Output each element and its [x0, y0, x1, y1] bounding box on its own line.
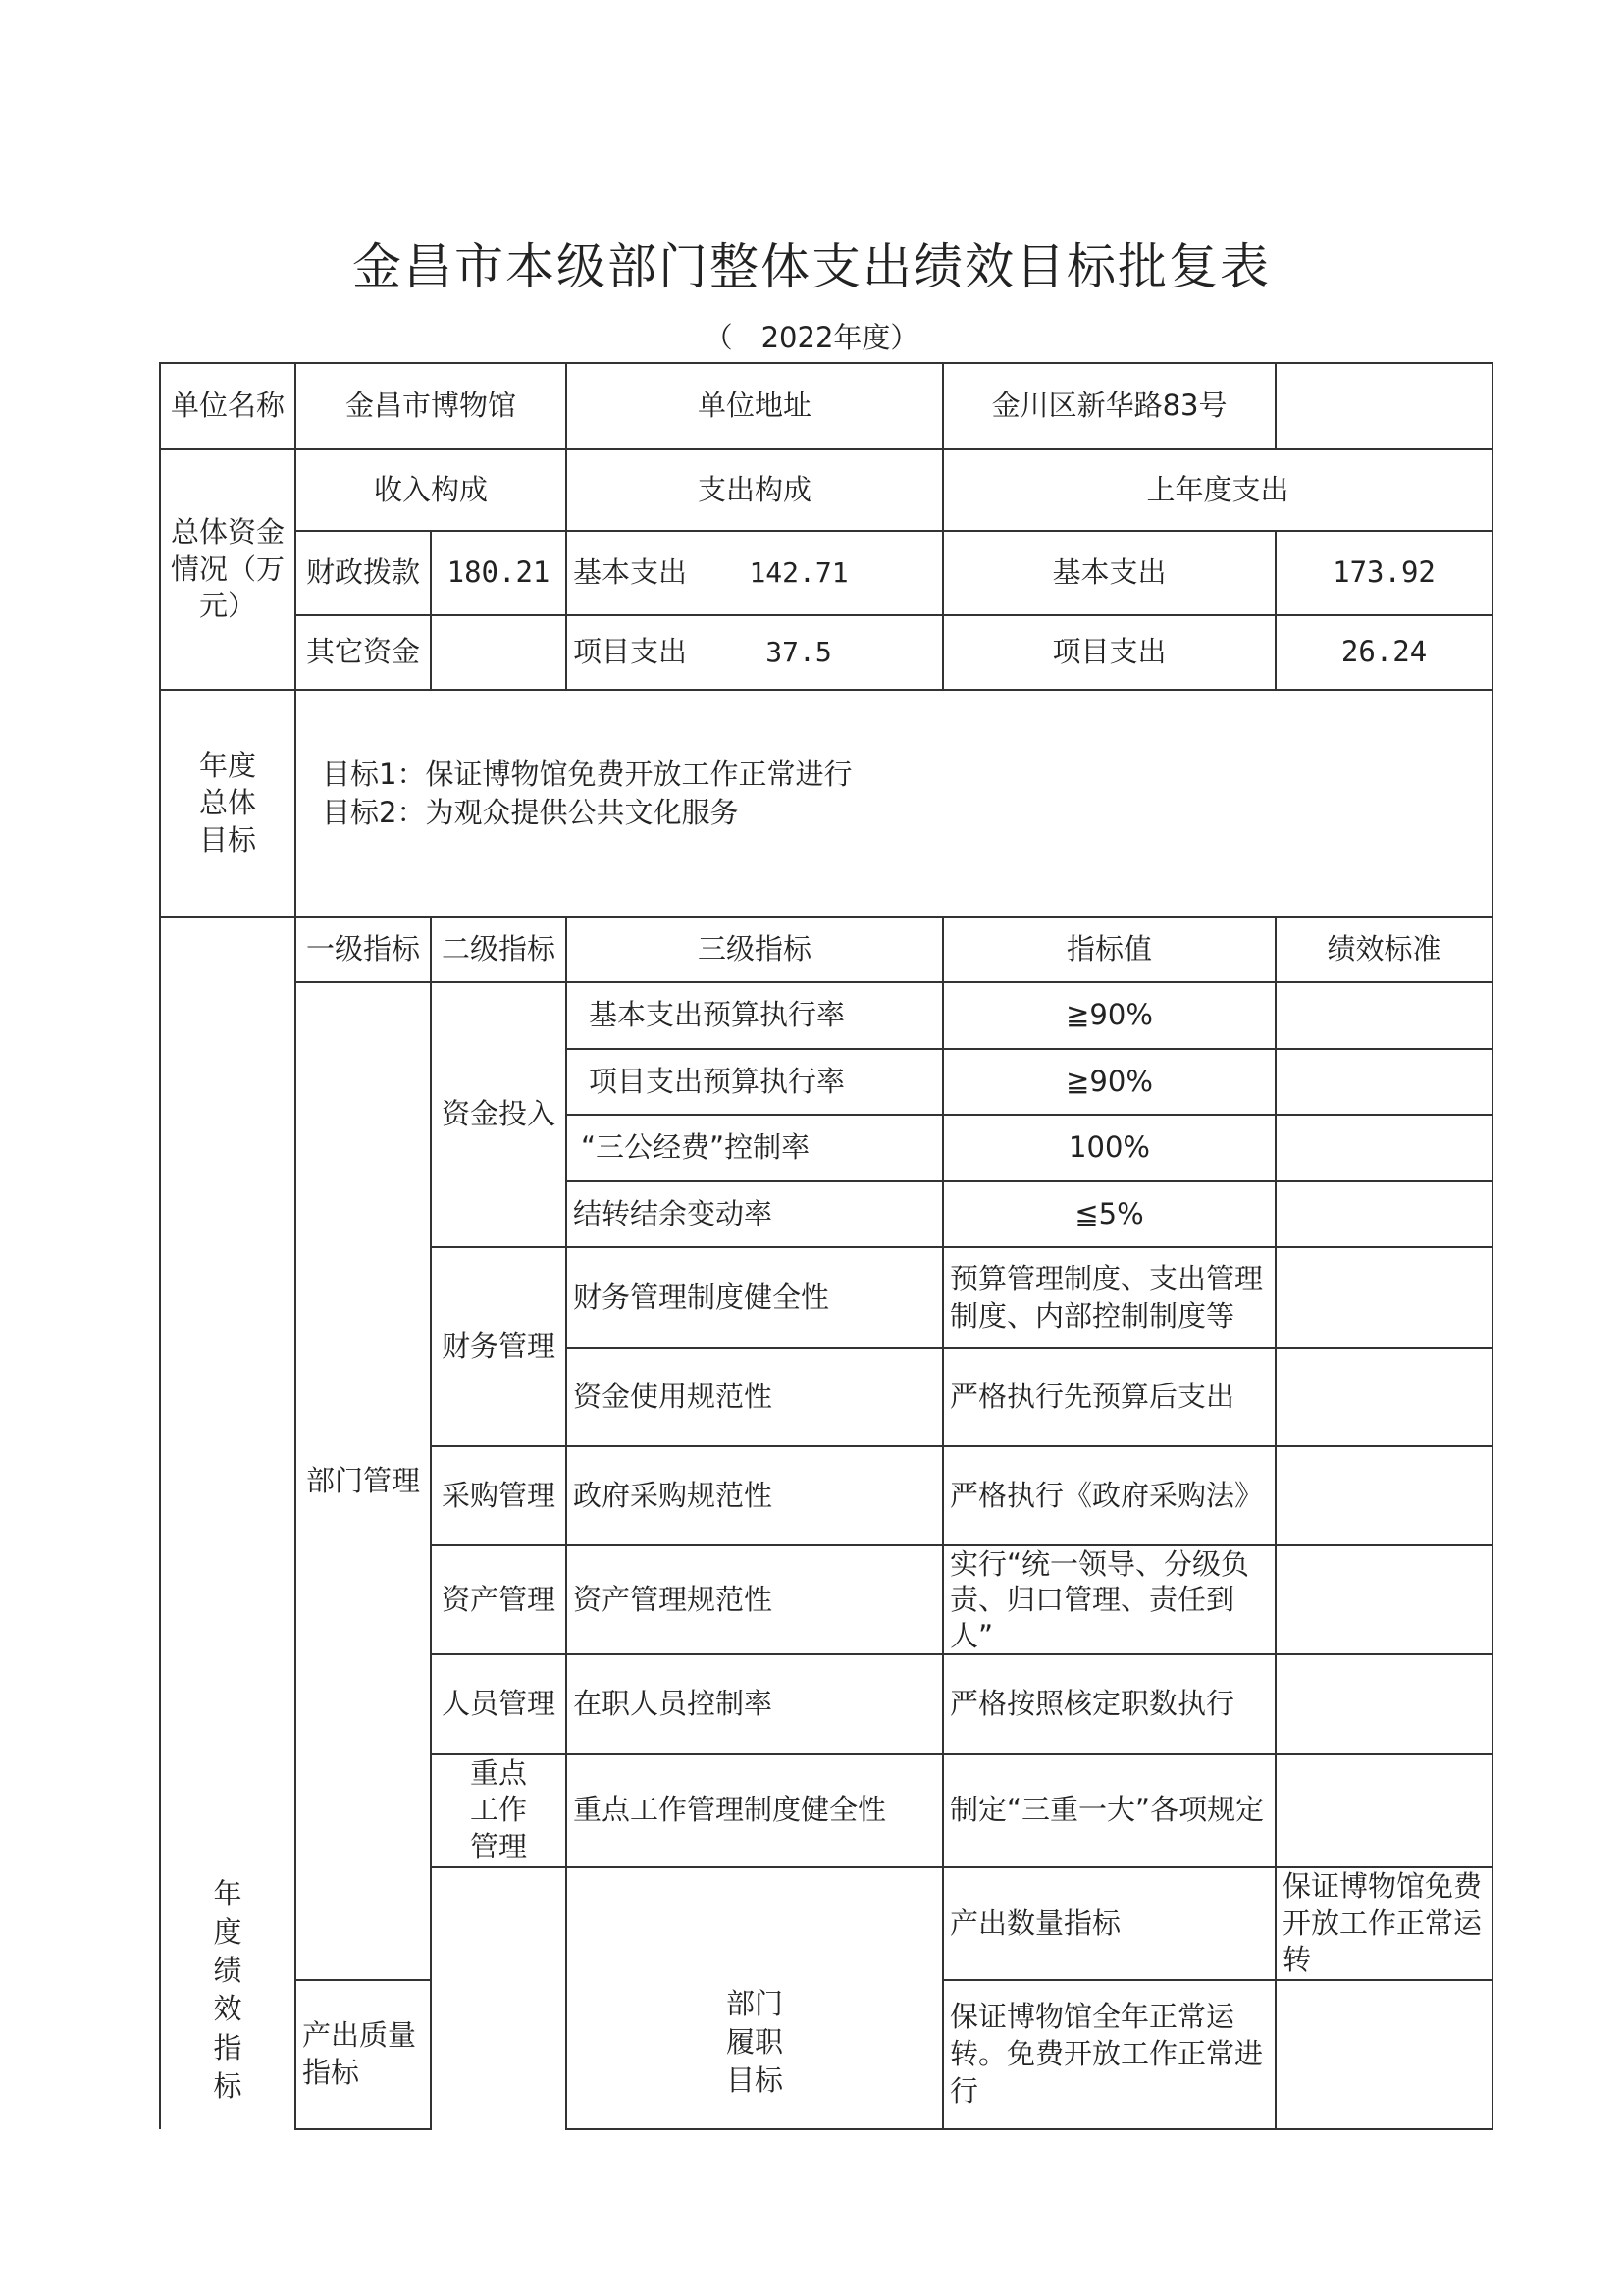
standard-cell	[1276, 1654, 1492, 1754]
funds-row	[160, 531, 1492, 615]
level2-finance-mgmt: 财务管理	[431, 1247, 566, 1446]
level3-name: “三公经费”控制率	[566, 1115, 943, 1181]
level3-name: 基本支出预算执行率	[566, 982, 943, 1049]
standard-cell	[1276, 1348, 1492, 1446]
level2-assets: 资产管理	[431, 1545, 566, 1654]
prev-value: 26.24	[1276, 615, 1492, 690]
funds-row	[160, 615, 1492, 690]
header-level1: 一级指标	[295, 917, 431, 982]
performance-form-table	[159, 362, 1493, 2130]
standard-cell	[1276, 1115, 1492, 1181]
income-header: 收入构成	[295, 449, 566, 531]
unit-address-value: 金川区新华路83号	[943, 363, 1276, 449]
indicator-value: 预算管理制度、支出管理制度、内部控制制度等	[943, 1247, 1276, 1348]
level3-name: 产出质量指标	[295, 1980, 431, 2129]
standard-cell	[1276, 1446, 1492, 1545]
level3-name: 资产管理规范性	[566, 1545, 943, 1654]
expense-cell	[566, 531, 943, 615]
indicator-value: ≧90%	[943, 982, 1276, 1049]
annual-goals-row	[160, 690, 1492, 917]
standard-cell	[1276, 1754, 1492, 1867]
prev-label: 基本支出	[943, 531, 1276, 615]
funds-section-label: 总体资金情况（万元）	[160, 449, 295, 690]
indicator-value: 100%	[943, 1115, 1276, 1181]
level3-name: 财务管理制度健全性	[566, 1247, 943, 1348]
level2-duty: 部门履职目标	[566, 1867, 943, 2129]
indicator-value: 制定“三重一大”各项规定	[943, 1754, 1276, 1867]
level1-blank-cell	[431, 1867, 566, 2129]
level1-dept-mgmt: 部门管理	[295, 982, 431, 1980]
income-label: 其它资金	[295, 615, 431, 690]
level3-name: 项目支出预算执行率	[566, 1049, 943, 1115]
goal-item: 目标2：为观众提供公共文化服务	[322, 796, 739, 829]
indicator-value: 保证博物馆免费开放工作正常运转	[1276, 1867, 1492, 1980]
indicator-value: ≦5%	[943, 1181, 1276, 1247]
standard-cell	[1276, 1545, 1492, 1654]
level2-procurement: 采购管理	[431, 1446, 566, 1545]
expense-value: 37.5	[765, 635, 832, 668]
prev-year-header: 上年度支出	[943, 449, 1492, 531]
header-standard: 绩效标准	[1276, 917, 1492, 982]
header-level2: 二级指标	[431, 917, 566, 982]
expense-value: 142.71	[749, 555, 849, 589]
indicator-value: 严格按照核定职数执行	[943, 1654, 1276, 1754]
expense-label: 项目支出	[573, 635, 688, 669]
annual-goals-content	[295, 690, 1492, 917]
level3-name: 结转结余变动率	[566, 1181, 943, 1247]
indicator-value: 严格执行《政府采购法》	[943, 1446, 1276, 1545]
goal-item: 目标1：保证博物馆免费开放工作正常进行	[322, 757, 853, 791]
unit-blank-cell	[1276, 363, 1492, 449]
unit-row	[160, 363, 1492, 449]
indicators-header-row	[160, 917, 1492, 982]
document-title: 金昌市本级部门整体支出绩效目标批复表	[352, 238, 1271, 295]
indicator-value: ≧90%	[943, 1049, 1276, 1115]
level2-personnel: 人员管理	[431, 1654, 566, 1754]
indicators-section-label: 年度绩效指标	[160, 917, 295, 2129]
level2-key-work: 重点工作管理	[431, 1754, 566, 1867]
income-value	[431, 615, 566, 690]
expense-header: 支出构成	[566, 449, 943, 531]
unit-address-label: 单位地址	[566, 363, 943, 449]
standard-cell	[1276, 1181, 1492, 1247]
indicator-value: 实行“统一领导、分级负责、归口管理、责任到人”	[943, 1545, 1276, 1654]
header-level3: 三级指标	[566, 917, 943, 982]
income-label: 财政拨款	[295, 531, 431, 615]
indicator-value: 保证博物馆全年正常运转。免费开放工作正常进行	[943, 1980, 1276, 2129]
standard-cell	[1276, 1247, 1492, 1348]
indicator-value: 严格执行先预算后支出	[943, 1348, 1276, 1446]
funds-header-row	[160, 449, 1492, 531]
level3-name: 在职人员控制率	[566, 1654, 943, 1754]
prev-value: 173.92	[1276, 531, 1492, 615]
prev-label: 项目支出	[943, 615, 1276, 690]
standard-cell	[1276, 1980, 1492, 2129]
annual-goals-label: 年度总体目标	[160, 690, 295, 917]
level2-fund-input: 资金投入	[431, 982, 566, 1247]
level3-name: 资金使用规范性	[566, 1348, 943, 1446]
header-value: 指标值	[943, 917, 1276, 982]
expense-label: 基本支出	[573, 555, 688, 590]
unit-name-value: 金昌市博物馆	[295, 363, 566, 449]
income-value: 180.21	[431, 531, 566, 615]
expense-cell	[566, 615, 943, 690]
level3-name: 政府采购规范性	[566, 1446, 943, 1545]
level3-name: 重点工作管理制度健全性	[566, 1754, 943, 1867]
level3-name: 产出数量指标	[943, 1867, 1276, 1980]
indicator-row	[160, 982, 1492, 1049]
document-year: （ 2022年度）	[704, 321, 919, 354]
unit-name-label: 单位名称	[160, 363, 295, 449]
standard-cell	[1276, 1049, 1492, 1115]
standard-cell	[1276, 982, 1492, 1049]
